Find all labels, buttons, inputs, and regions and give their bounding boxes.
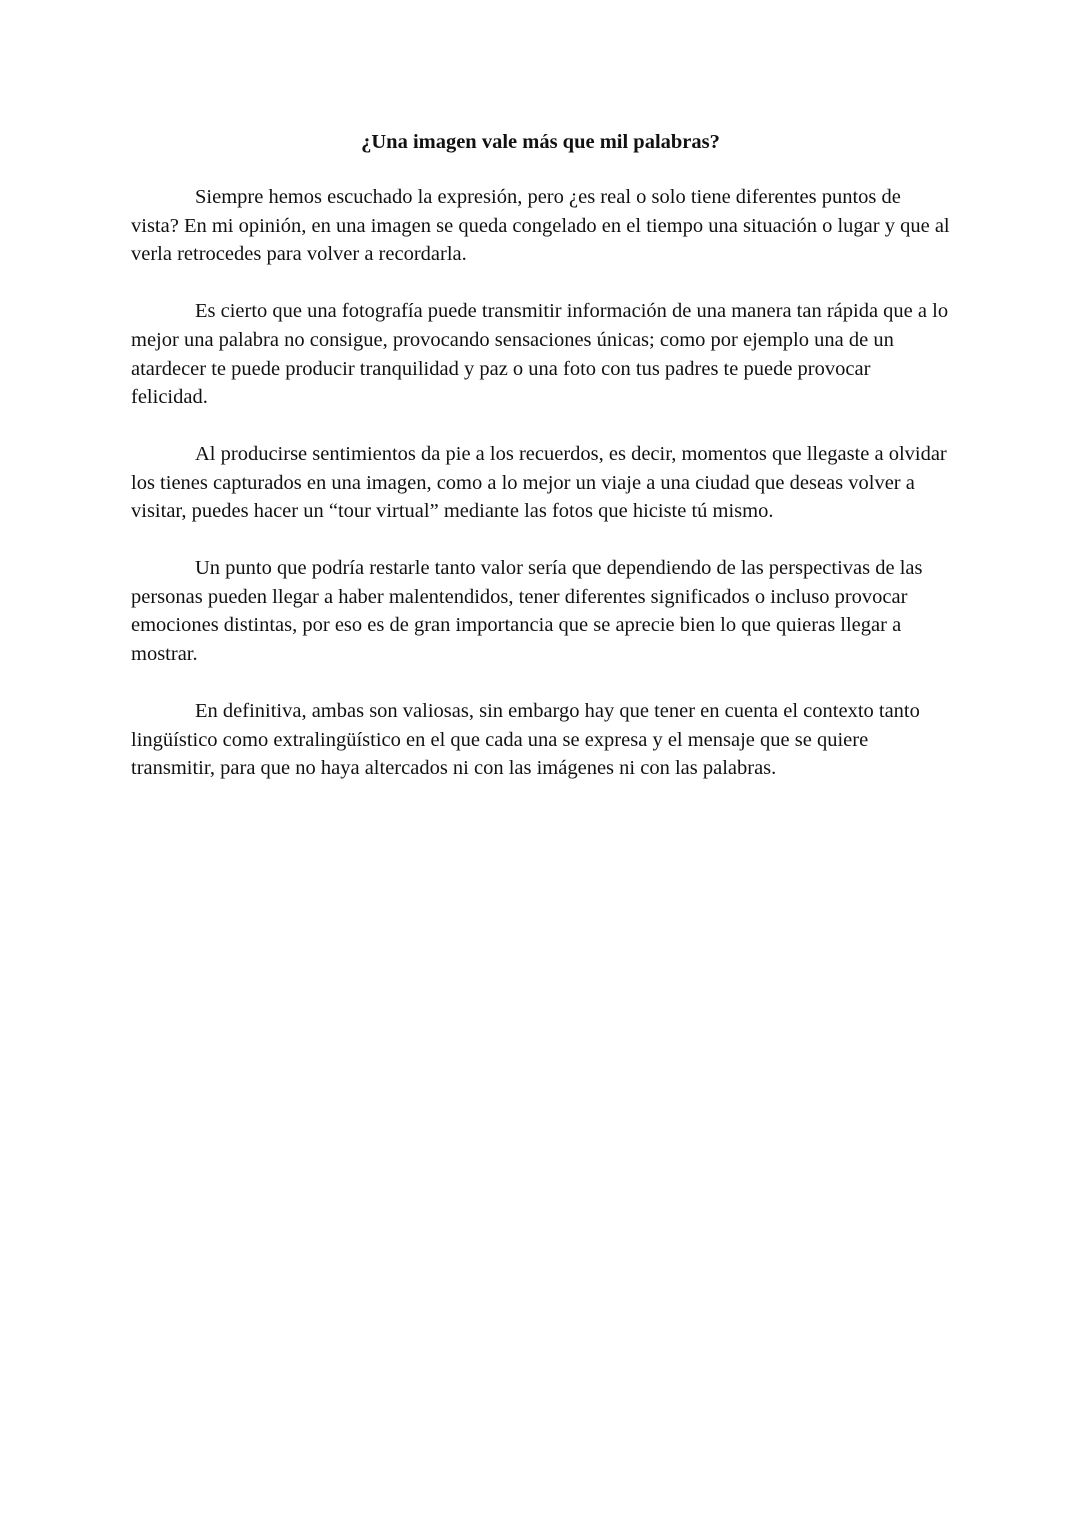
paragraph-5: En definitiva, ambas son valiosas, sin embargo hay que tener en cuenta el contexto tanto lingüístico como extralingüístico en el que cada una se expresa y el mensaje que se quiere transmitir, para que no haya altercados ni con las imágenes ni con las palabras. bbox=[131, 699, 920, 780]
paragraph-1: Siempre hemos escuchado la expresión, pero ¿es real o solo tiene diferentes puntos de vista? En mi opinión, en una imagen se queda congelado en el tiempo una situación o lugar y que al verla retrocedes para volver a recordarla. bbox=[131, 186, 950, 266]
paragraph-4: Un punto que podría restarle tanto valor sería que dependiendo de las perspectivas de las personas pueden llegar a haber malentendidos, tener diferentes significados o incluso provocar emociones distintas, por eso es de gran importancia que se aprecie bien lo que quieras llegar a mostrar. bbox=[131, 557, 923, 666]
paragraph-3: Al producirse sentimientos da pie a los recuerdos, es decir, momentos que llegaste a olvidar los tienes capturados en una imagen, como a lo mejor un viaje a una ciudad que deseas volver a visitar, puedes hacer un “tour virtual” mediante las fotos que hiciste tú mismo. bbox=[131, 442, 947, 523]
paragraph-2: Es cierto que una fotografía puede transmitir información de una manera tan rápida que a lo mejor una palabra no consigue, provocando sensaciones únicas; como por ejemplo una de un atardecer te puede producir tranquilidad y paz o una foto con tus padres te puede provocar felicidad. bbox=[131, 300, 949, 409]
document-title: ¿Una imagen vale más que mil palabras? bbox=[361, 131, 720, 153]
document-page bbox=[131, 128, 950, 811]
